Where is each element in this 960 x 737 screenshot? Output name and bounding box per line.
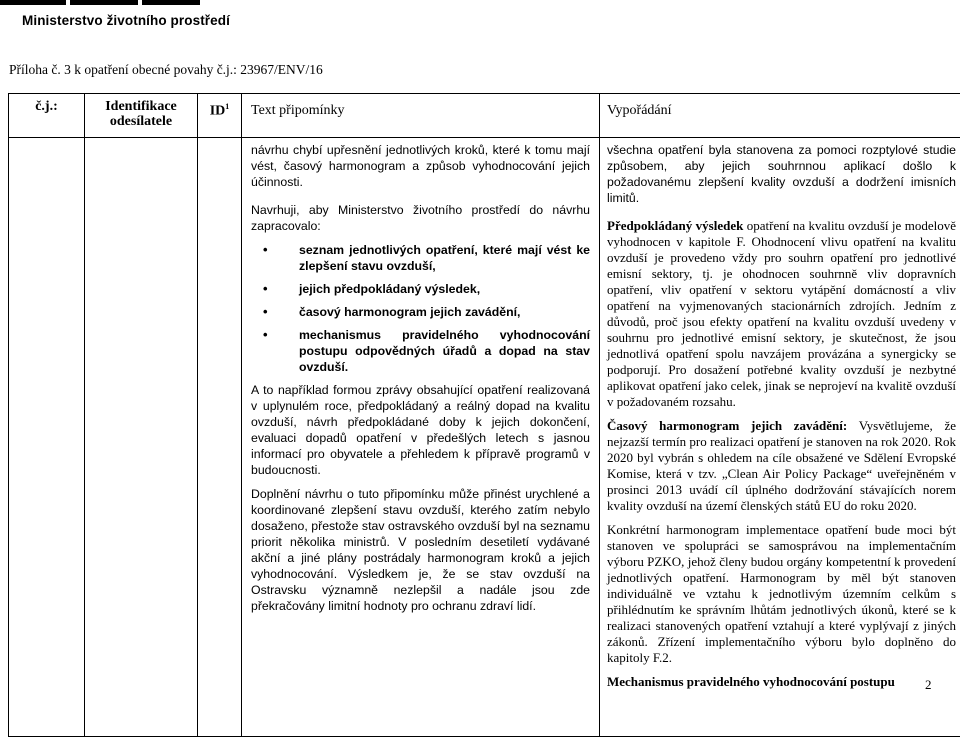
list-item: • časový harmonogram jejich zavádění,	[299, 304, 590, 320]
response-paragraph-intro: všechna opatření byla stanovena za pomoci rozptylové studie způsobem, aby jejich souhrnnou aplikací došlo k požadovanému zlepšení kvality ovzduší a dodržení imisních limitů.	[607, 142, 956, 206]
table-header-row	[9, 94, 960, 138]
response-result-text: opatření na kvalitu ovzduší je modelově vyhodnocen v kapitole F. Ohodnocení vlivu opatření na kvalitu ovzduší je provedeno vždy pro souhrn opatření pro jednotlivé emisní sektory, tj. je ohodnocen souhrnně vliv dopravních opatření, vliv opatření v sektoru vytápění domácností a vliv opatření na vyjmenovaných stacionárních zdrojích. Jedním z důvodů, proč jsou efekty opatření na kvalitu ovzduší uvedeny v souhrnu pro jednotlivé emisní sektory, je skutečnost, že jsou jednotlivá opatření spolu navzájem provázána a synergicky se podporují. Pro dosažení potřebné kvality ovzduší je nezbytné aplikovat opatření jako celek, jinak se neprojeví na kvalitě ovzduší v požadovaném rozsahu.	[607, 218, 956, 409]
col-header-response: Vypořádání	[600, 94, 960, 138]
response-paragraph-mechanism	[607, 674, 956, 690]
table-row	[9, 138, 960, 737]
comment-paragraph-intro: návrhu chybí upřesnění jednotlivých kroků, které k tomu mají vést, časový harmonogram a způsob vyhodnocování jejich účinnosti.	[251, 142, 590, 190]
col-header-text: Text připomínky	[242, 94, 600, 138]
top-bar-segment	[142, 0, 200, 5]
ministry-name: Ministerstvo životního prostředí	[22, 13, 230, 28]
response-result-heading: Předpokládaný výsledek	[607, 218, 743, 233]
cell-cj	[9, 138, 85, 737]
top-bar-segment	[70, 0, 138, 5]
comments-table	[8, 93, 960, 737]
page-number: 2	[925, 677, 932, 693]
identification-line1: Identifikace	[85, 99, 197, 114]
cell-identification	[85, 138, 198, 737]
response-paragraph-schedule	[607, 418, 956, 514]
id-footnote-mark: 1	[225, 102, 229, 111]
col-header-identification	[85, 94, 198, 138]
col-header-id: $ID^1$	[198, 94, 242, 138]
list-item: • mechanismus pravidelného vyhodnocování postupu odpovědných úřadů a dopad na stav ovzduší.	[299, 327, 590, 375]
response-schedule-heading: Časový harmonogram jejich zavádění:	[607, 418, 847, 433]
cell-comment-text	[242, 138, 600, 737]
response-mechanism-heading: Mechanismus pravidelného vyhodnocování postupu	[607, 674, 895, 689]
comment-paragraph-conclusion: Doplnění návrhu o tuto připomínku může přinést urychlené a koordinované zlepšení stavu ovzduší, kterého zatím nebylo dosaženo, přestože stav ostravského ovzduší byl na seznamu priorit několika ministrů. V posledním desetiletí vydávané akční a jiné plány postrádaly harmonogram kroků a jejich vyhodnocování. Výsledkem je, že se stav ovzduší na Ostravsku významně nezlepšil a nadále jsou zde překračovány limitní hodnoty pro ochranu zdraví lidí.	[251, 486, 590, 614]
comment-bullet-list	[251, 242, 590, 375]
response-paragraph-result	[607, 218, 956, 410]
attachment-reference: Příloha č. 3 k opatření obecné povahy č.j.: 23967/ENV/16	[9, 62, 323, 78]
cell-id	[198, 138, 242, 737]
list-item: • jejich předpokládaný výsledek,	[299, 281, 590, 297]
comment-paragraph-request: Navrhuji, aby Ministerstvo životního prostředí do návrhu zapracovalo:	[251, 202, 590, 234]
response-schedule-text: Vysvětlujeme, že nejzazší termín pro realizaci opatření je stanoven na rok 2020. Rok 2020 byl vybrán s ohledem na cíle obsažené ve Sdělení Evropské Komise, která v tzv. „Clean Air Policy Package“ uveřejněném v prosinci 2013 uvádí cíl úplného dodržování stávajících norem kvality ovzduší na území členských států EU do roku 2020.	[607, 418, 956, 513]
identification-line2: odesílatele	[85, 114, 197, 129]
col-header-cj: č.j.:	[9, 94, 85, 138]
list-item: • seznam jednotlivých opatření, které mají vést ke zlepšení stavu ovzduší,	[299, 242, 590, 274]
comment-paragraph-example: A to například formou zprávy obsahující opatření realizovaná v uplynulém roce, předpokládaný a reálný dopad na kvalitu ovzduší, návrh předpokládané doby k jejich dokončení, evaluaci dopadů opatření v předešlých letech s jasnou informací pro obyvatele a přehledem k přípravě programů v budoucnosti.	[251, 382, 590, 478]
response-paragraph-implementation: Konkrétní harmonogram implementace opatření bude moci být stanoven ve spolupráci se samosprávou na implementačním výboru PZKO, jehož členy budou orgány kompetentní k provedení jednotlivých opatření. Harmonogram by měl být stanoven individuálně ve vztahu k jednotlivým územním celkům s přihlédnutím ke správním lhůtám jednotlivých úkonů, které se k realizaci stanovených opatření vztahují a které vyplývají z jiných zákonů. Zřízení implementačního výboru bylo doplněno do kapitoly F.2.	[607, 522, 956, 666]
cell-response	[600, 138, 960, 737]
top-bar-segment	[0, 0, 66, 5]
